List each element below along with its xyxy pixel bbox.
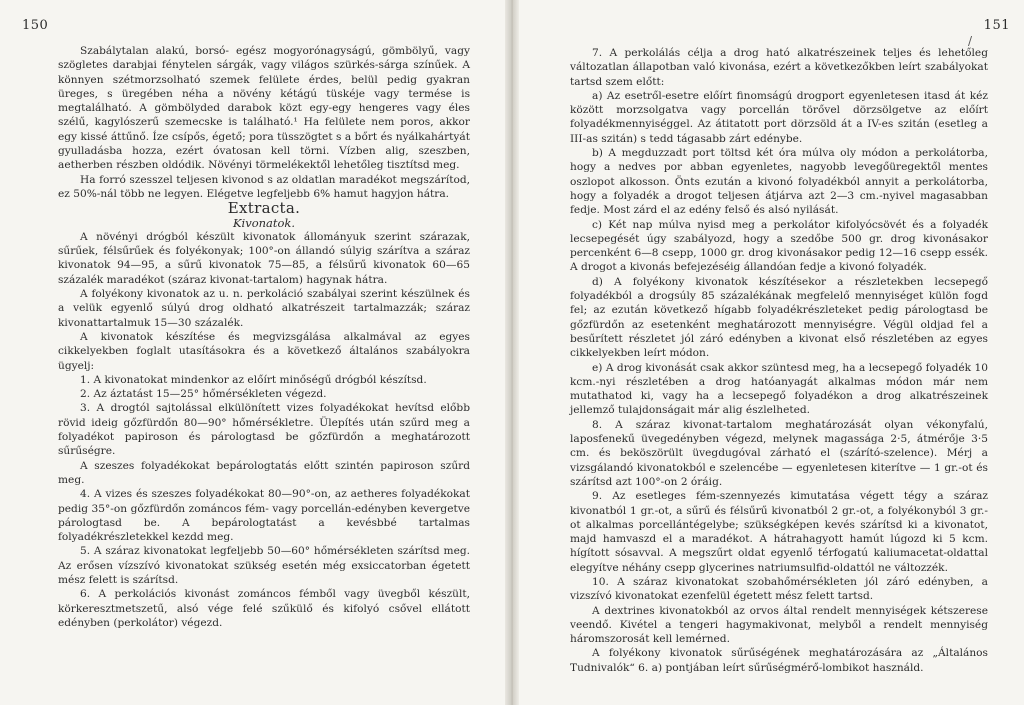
rule-item: 10. A száraz kivonatokat szobahőmérsékleten jól záró edényben, a vizszívó kivonatokat ezenfelül égetett mész felett tartsd. bbox=[570, 575, 988, 603]
rule-item: A szeszes folyadékokat bepárologtatás előtt szintén papiroson szűrd meg. bbox=[58, 459, 470, 486]
rule-item: 7. A perkolálás célja a drog ható alkatrészeinek teljes és lehetőleg változatlan állapotban való kivonása, ezért a következőkben leírt szabályokat tartsd szem előtt: bbox=[570, 47, 988, 88]
right-text-column bbox=[570, 46, 988, 675]
rule-subitem: b) A megduzzadt port töltsd két óra múlva oly módon a perkolátorba, hogy a nedves por abban egyenletes, nagyobb levegőüregektől mentes oszlopot alkosson. Önts ezután a kivonó folyadékból annyit a perkolátorba, hogy a folyadék a drogot teljesen átjárva azt 2—3 cm.-nyivel magasabban fedje. Most zárd el az edény felső és alsó nyilását. bbox=[570, 147, 988, 217]
page-number: 150 bbox=[22, 18, 49, 33]
section-heading: Extracta. bbox=[227, 199, 301, 218]
rule-item: 2. Az áztatást 15—25° hőmérsékleten végezd. bbox=[80, 388, 327, 401]
rule-item: 5. A száraz kivonatokat legfeljebb 50—60° hőmérsékleten szárítsd meg. Az erősen vízszívó kivonatokat szükség esetén még exsiccatorban égetett mész felett is szárítsd. bbox=[58, 545, 470, 586]
rule-subitem: d) A folyékony kivonatok készítésekor a részletekben lecsepegő folyadékból a drogsúly 85 százalékának megfelelő mennyiséget külön fogd fel; az ezután következő hígabb folyadékrészleteket pedig párologtasd be gőzfürdőn az esetenként meghatározott mennyiségre. Végül oldjad fel a besűrített részletet jól záró edényben a kivonat első részletében az egyes cikkelyekben leírt módon. bbox=[570, 275, 988, 360]
rule-item: 8. A száraz kivonat-tartalom meghatározását olyan vékonyfalú, laposfenekű üvegedényben végezd, melynek magassága 2·5, átmérője 3·5 cm. és beköszörült üvegdugóval zárható el (szárító-szelence). Mérj a vizsgálandó kivonatokból e szelencébe — egyenletesen kiterítve — 1 gr.-ot és szárítsd azt 100°-on 2 óráig. bbox=[570, 418, 988, 488]
rule-item: 9. Az esetleges fém-szennyezés kimutatása végett tégy a száraz kivonatból 1 gr.-ot, a sűrű és félsűrű kivonatból 2 gr.-ot, a folyékonyból 3 gr.-ot alkalmas porcellántégelybe; szükségképen kevés szárítsd ki a kivonatot, majd hamvaszd el a maradékot. A hátrahagyott hamút lúgozd ki 5 kcm. hígított sósavval. A megszűrt oldat egyenlő térfogatú kaliumacetat-oldattal elegyítve néhány csepp glycerines natriumsulfid-oldattól ne változzék. bbox=[570, 490, 988, 574]
rule-subitem: a) Az esetről-esetre előírt finomságú drogport egyenletesen itasd át kéz között morzsolgatva vagy porcellán törővel dörzsölgetve az előírt folyadékmennyiséggel. Az átitatott port dörzsöld át a IV-es szitán (esetleg a III-as szitán) s tedd tágasabb zárt edénybe. bbox=[570, 89, 988, 145]
rule-subitem: c) Két nap múlva nyisd meg a perkolátor kifolyócsövét és a folyadék lecsepegését úgy szabályozd, hogy a szedőbe 500 gr. drog kivonásakor percenként 6—8 csepp, 1000 gr. drog kivonásakor pedig 12—16 csepp essék. A drogot a kivonás befejezéséig állandóan fedje a kivonó folyadék. bbox=[570, 218, 988, 274]
rule-subitem: e) A drog kivonását csak akkor szüntesd meg, ha a lecsepegő folyadék 10 kcm.-nyi részletében a drog hatóanyagát alkalmas módon már nem mutathatod ki, vagy ha a lecsepegő folyadékon a drog alkatrészeinek jellemző tulajdonságait már alig észlelheted. bbox=[570, 361, 988, 417]
rule-item: 6. A perkolációs kivonást zománcos fémből vagy üvegből készült, körkeresztmetszetű, alsó vége felé szűkülő és kifolyó csővel ellátott edényben (perkolátor) végezd. bbox=[58, 588, 470, 629]
rule-item: 3. A drogtól sajtolással elkülönített vizes folyadékokat hevítsd előbb rövid ideig gőzfürdőn 80—90° hőmérsékletre. Ülepítés után szűrd meg a folyadékot papiroson és párologtasd be gőzfürdőn a meghatározott sűrűségre. bbox=[58, 402, 470, 458]
section-subheading: Kivonatok. bbox=[232, 215, 296, 230]
rule-item: A folyékony kivonatok sűrűségének meghatározására az „Általános Tudnivalók“ 6. a) pontjában leírt sűrűségmérő-lombikot használd. bbox=[570, 647, 988, 674]
intro-paragraph: Szabálytalan alakú, borsó- egész mogyorónagyságú, gömbölyű, vagy szögletes darabjai fénytelen sárgák, vagy világos szürkés-sárga színűek. A könnyen szétmorzsolható szemek felülete érdes, belül pedig gyakran üreges, s üregében néha a növény kétágú tüskéje vagy termése is megtalálható. A gömbölyded darabok közt egy-egy hengeres vagy éles szélű, kagylószerű szemecske is található.¹ Ha felülete nem poros, akkor egy kissé áttűnő. Íze csípős, égető; pora tüsszögtet s a bőrt és nyálkahártyát gyulladásba hozza, ezért óvatosan kell törni. Vízben alig, szeszben, aetherben részben oldódik. Növényi törmelékektől lehetőleg tisztítsd meg. bbox=[58, 45, 470, 172]
body-paragraph: A kivonatok készítése és megvizsgálása alkalmával az egyes cikkelyekben foglalt utasításokra és a következő általános szabályokra ügyelj: bbox=[58, 330, 470, 372]
left-text-column bbox=[58, 44, 470, 630]
right-page bbox=[516, 0, 1024, 705]
rule-item: A dextrines kivonatokból az orvos által rendelt mennyiségek kétszerese veendő. Kivétel a tengeri hagymakivonat, melyből a rendelt mennyiség háromszorosát kell lemérned. bbox=[570, 604, 988, 646]
body-paragraph: A folyékony kivonatok az u. n. perkoláció szabályai szerint készülnek és a velük egyenlő súlyú drog oldható alkatrészeit tartalmazzák; száraz kivonattartalmuk 15—30 százalék. bbox=[58, 288, 470, 329]
left-page bbox=[0, 0, 508, 705]
body-paragraph: A növényi drógból készült kivonatok állományuk szerint szárazak, sűrűek, félsűrűek és folyékonyak; 100°-on állandó súlyig szárítva a száraz kivonatok 94—95, a sűrű kivonatok 75—85, a félsűrű kivonatok 60—65 százalék maradékot (száraz kivonat-tartalom) hagynak hátra. bbox=[58, 230, 470, 286]
page-number: 151 bbox=[983, 18, 1010, 33]
pencil-mark: / bbox=[967, 34, 972, 48]
intro-paragraph: Ha forró szesszel teljesen kivonod s az oldatlan maradékot megszárítod, ez 50%-nál több ne legyen. Elégetve legfeljebb 6% hamut hagyjon hátra. bbox=[58, 173, 470, 200]
rule-item: 4. A vizes és szeszes folyadékokat 80—90°-on, az aetheres folyadékokat pedig 35°-on gőzfürdőn zománcos fém- vagy porcellán-edényben kevergetve párologtasd be. A bepárologtatást a kevésbbé tartalmas folyadékrészletekkel kezdd meg. bbox=[58, 488, 470, 544]
rule-item: 1. A kivonatokat mindenkor az előírt minőségű drógból készítsd. bbox=[80, 373, 427, 386]
